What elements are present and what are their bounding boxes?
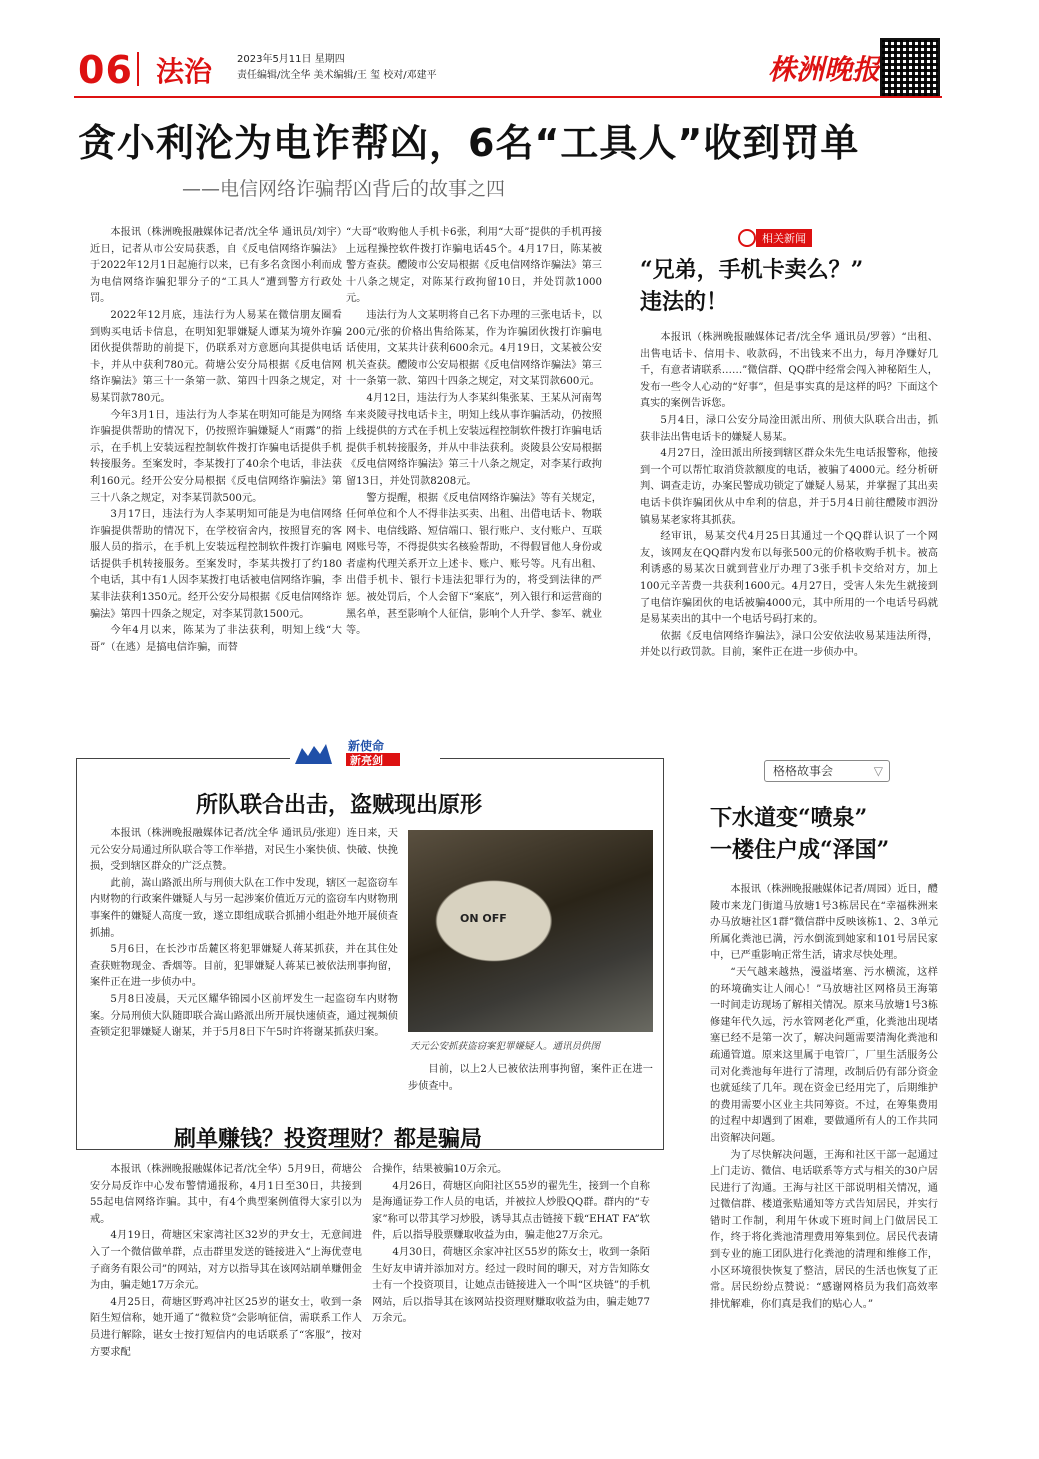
- suspect-photo: [408, 830, 653, 1032]
- related-headline-line2: 违法的！: [640, 289, 729, 315]
- paragraph: 5月4日，渌口公安分局淦田派出所、刑侦大队联合出击，抓获非法出售电话卡的嫌疑人易某。: [640, 414, 938, 443]
- paragraph: 本报讯（株洲晚报融媒体记者/沈全华 通讯员/刘宇）近日，记者从市公安局获悉，自《反电信网络诈骗法》于2022年12月1日起施行以来，已有多名贪图小利而成为电信网络诈骗犯罪分子的“工具人”遭到警方行政处罚。: [90, 227, 342, 305]
- paragraph: “天气越来越热，漫溢堵塞、污水横流，这样的环境确实让人闹心！”马放塘社区网格员王海第一时间走访现场了解相关情况。原来马放塘1号3栋修建年代久远，污水管网老化严重，化粪池出现堵塞已经不是第一次了，解决问题需要清淘化粪池和疏通管道。原来这里属于电管厂，厂里生活服务公司对化粪池每年进行了清理，改制后仍有部分资金也就延续了几年。现在资金已经用完了，后期维护的费用需要小区业主共同筹资。不过，在筹集费用的过程中却遇到了困难，要做通所有人的工作共同出资解决问题。: [710, 966, 938, 1144]
- paragraph: 此前，嵩山路派出所与刑侦大队在工作中发现，辖区一起盗窃车内财物的行政案件嫌疑人与另一起涉案价值近万元的盗窃车内财物刑事案件的嫌疑人高度一致，遂立即组成联合抓捕小组赴外地开展侦查抓捕。: [90, 877, 398, 939]
- scam-col1: [90, 1162, 362, 1372]
- paragraph: 依据《反电信网络诈骗法》，渌口公安依法收易某违法所得，并处以行政罚款。目前，案件正在进一步侦办中。: [640, 630, 938, 659]
- paragraph: 4月25日，荷塘区野鸡冲社区25岁的谌女士，收到一条陌生短信称，她开通了“微粒贷”会影响征信，需联系工作人员进行解除，谌女士按打短信内的电话联系了“客服”，按对方要求配: [90, 1296, 362, 1358]
- related-news-label: 相关新闻: [756, 229, 812, 247]
- header-meta: [237, 52, 437, 84]
- paragraph: 经审讯，易某交代4月25日其通过一个QQ群认识了一个网友，该网友在QQ群内发布以每张500元的价格收购手机卡。被高利诱惑的易某次日就到营业厅办理了3张手机卡交给对方，加上100元辛苦费一共获利1600元。4月27日，受害人朱先生就接到了电信诈骗团伙的电话被骗4000元，其中所用的一个电话号码就是易某卖出的其中一个电话号码打来的。: [640, 531, 938, 626]
- section-name: 法治: [156, 55, 213, 88]
- paragraph: 4月26日，荷塘区向阳社区55岁的翟先生，接到一个自称是海通证券工作人员的电话，并被拉人炒股QQ群。群内的“专家”称可以带其学习炒股，诱导其点击链接下载“EHAT FA”软件，后以指导股票赚取收益为由，骗走他27万余元。: [372, 1180, 650, 1242]
- story-headline-line1: 下水道变“喷泉”: [710, 805, 868, 831]
- issue-date: 2023年5月11日 星期四: [237, 54, 345, 65]
- related-headline-line1: “兄弟，手机卡卖么？”: [640, 257, 864, 283]
- banner-line2: 新亮剑: [350, 754, 383, 767]
- qr-code-icon: [880, 38, 940, 98]
- story-headline-line2: 一楼住户成“泽国”: [710, 837, 890, 863]
- paragraph: 为了尽快解决问题，王海和社区干部一起通过上门走访、微信、电话联系等方式与相关的30户居民进行了沟通。王海与社区干部说明相关情况，通过微信群、楼道张贴通知等方式告知居民，并实行错时工作制，利用午休或下班时间上门做居民工作，终于将化粪池清理费用筹集到位。居民代表请到专业的施工团队进行化粪池的清理和维修工作，小区环境很快恢复了整洁，居民的生活也恢复了正常。居民纷纷点赞说：“感谢网格员为我们高效率排忧解难，你们真是我们的贴心人。”: [710, 1149, 938, 1310]
- main-article-col2: [346, 225, 602, 700]
- banner-graphic: [290, 738, 440, 768]
- paragraph: 目前，以上2人已被依法刑事拘留，案件正在进一步侦查中。: [408, 1064, 653, 1092]
- paragraph: “大哥”收购他人手机卡6张，利用“大哥”提供的手机再接上远程操控软件拨打诈骗电话45个。4月17日，陈某被警方查获。醴陵市公安局根据《反电信网络诈骗法》第三十八条之规定，对陈某行政拘留10日，并处罚款1000元。: [346, 227, 602, 305]
- story-article: [710, 882, 938, 1382]
- paragraph: 4月12日，违法行为人李某纠集张某、王某从河南驾车来炎陵寻找电话卡主，明知上线从事诈骗活动，仍按照上线提供的方式在手机上安装远程控制软件拨打诈骗电话提供手机转接服务，并从中非法获利。炎陵县公安局根据《反电信网络诈骗法》第三十八条之规定，对李某行政拘留13日，并处罚款8208元。: [346, 392, 602, 487]
- circle-icon: [738, 229, 756, 247]
- related-article: [640, 330, 938, 698]
- paragraph: 5月8日凌晨，天元区耀华锦园小区前坪发生一起盗窃车内财物案。分局刑侦大队随即联合嵩山路派出所开展快速侦查，通过视频侦查锁定犯罪嫌疑人谢某，并于5月8日下午5时许将谢某抓获归案。: [90, 993, 398, 1039]
- page-number: 06: [78, 48, 133, 92]
- box-article: [90, 826, 398, 1091]
- story-headline: [710, 802, 889, 866]
- paragraph: 本报讯（株洲晚报融媒体记者/沈全华 通讯员/张迎）连日来，天元公安分局通过所队联合等工作举措，对民生小案快侦、快破、快挽损，受到辖区群众的广泛点赞。: [90, 828, 398, 873]
- photo-shirt-text: ON OFF: [460, 912, 507, 925]
- box-article-tail: [408, 1062, 653, 1098]
- photo-caption: 天元公安抓获盗窃案犯罪嫌疑人。通讯员供图: [410, 1041, 601, 1052]
- paragraph: 4月27日，淦田派出所接到辖区群众朱先生电话报警称，他接到一个可以帮忙取消贷款额度的电话，被骗了4000元。经分析研判、调查走访，办案民警成功锁定了嫌疑人易某，并掌握了其出卖电话卡供诈骗团伙从中牟利的信息，并于5月4日前往醴陵市泗汾镇易某老家将其抓获。: [640, 448, 938, 526]
- paragraph: 今年3月1日，违法行为人李某在明知可能是为网络诈骗提供帮助的情况下，仍按照诈骗嫌疑人“雨露”的指示，在手机上安装远程控制软件拨打诈骗电话提供手机转接服务。至案发时，李某拨打了40余个电话，非法获利160元。经开公安分局根据《反电信网络诈骗法》第三十八条之规定，对李某罚款500元。: [90, 409, 342, 504]
- related-news-tag: [738, 227, 812, 247]
- story-tag-label: 格格故事会: [773, 764, 834, 778]
- scam-headline: 刷单赚钱？投资理财？都是骗局: [174, 1126, 483, 1152]
- banner-line1: 新使命: [348, 739, 385, 753]
- paragraph: 2022年12月底，违法行为人易某在微信朋友圈看到购买电话卡信息，在明知犯罪嫌疑人谭某为境外诈骗团伙提供帮助的前提下，仍联系对方意愿向其提供电话卡，并从中获利780元。荷塘公安分局根据《反电信网络诈骗法》第三十一条第一款、第四十四条之规定，对易某罚款780元。: [90, 309, 342, 404]
- header-rule: [74, 96, 942, 98]
- paragraph: 本报讯（株洲晚报融媒体记者/沈全华）5月9日，荷塘公安分局反诈中心发布警情通报称，4月1日至30日，共接到55起电信网络诈骗。其中，有4个典型案例值得大家引以为戒。: [90, 1164, 362, 1225]
- chevron-down-icon: ▽: [873, 764, 883, 778]
- main-subheadline: ——电信网络诈骗帮凶背后的故事之四: [182, 178, 506, 200]
- paragraph: 3月17日，违法行为人李某明知可能是为电信网络诈骗提供帮助的情况下，在学校宿舍内，按照冒充的客服人员的指示，在手机上安装远程控制软件拨打诈骗电话提供手机转接服务。至案发时，李某共拨打了约180个电话，其中有1人因李某拨打电话被电信网络诈骗，李某非法获利1350元。经开公安分局根据《反电信网络诈骗法》第四十四条之规定，对李某罚款1500元。: [90, 509, 342, 620]
- paragraph: 本报讯（株洲晚报融媒体记者/周园）近日，醴陵市来龙门街道马放塘1号3栋居民在“幸福株洲来办马放塘社区1群”微信群中反映该栋1、2、3单元所属化粪池已满，污水倒流到她家和101号居民家中，已严重影响正常生活，请求尽快处理。: [710, 884, 938, 962]
- story-tag: [764, 760, 890, 782]
- paragraph: 本报讯（株洲晚报融媒体记者/沈全华 通讯员/罗蓉）“出租、出售电话卡、信用卡、收款码，不出钱来不出力，每月净赚好几千，有意者请联系……”微信群、QQ群中经常会闯入神秘陌生人，发布一些令人心动的“好事”，但是事实真的是这样的吗？下面这个真实的案例告诉您。: [640, 332, 938, 410]
- main-headline: 贪小利沦为电诈帮凶，6名“工具人”收到罚单: [78, 121, 860, 165]
- paragraph: 合操作，结果被骗10万余元。: [372, 1164, 508, 1175]
- paragraph: 4月30日，荷塘区余家冲社区55岁的陈女士，收到一条陌生好友申请并添加对方。经过一段时间的聊天，对方告知陈女士有一个投资项目，让她点击链接进入一个叫“区块链”的手机网站，后以指导其在该网站投资理财赚取收益为由，骗走她77万余元。: [372, 1246, 650, 1325]
- paragraph: 今年4月以来，陈某为了非法获利，明知上线“大哥”（在逃）是搞电信诈骗，而替: [90, 625, 342, 653]
- newspaper-logo: 株洲晚报: [768, 53, 881, 86]
- main-article-col1: [90, 225, 342, 700]
- paragraph: 4月19日，荷塘区宋家湾社区32岁的尹女士，无意间进入了一个微信做单群，点击群里发送的链接进入“上海优壹电子商务有限公司”的网站，对方以指导其在该网站刷单赚佣金为由，骗走她17万余元。: [90, 1230, 362, 1292]
- scam-col2: [372, 1162, 650, 1372]
- paragraph: 违法行为人文某明将自己名下办理的三张电话卡，以200元/张的价格出售给陈某，作为诈骗团伙拨打诈骗电话使用，文某共计获利600余元。4月19日，文某被公安机关查获。醴陵市公安局根据《反电信网络诈骗法》第三十一条第一款、第四十四条之规定，对文某罚款600元。: [346, 309, 602, 388]
- related-headline: [640, 254, 863, 318]
- paragraph: 5月6日，在长沙市岳麓区将犯罪嫌疑人蒋某抓获，并在其住处查获赃物现金、香烟等。目前，犯罪嫌疑人蒋某已被依法刑事拘留，案件正在进一步侦办中。: [90, 944, 398, 989]
- editor-credits: 责任编辑/沈全华 美术编辑/王 玺 校对/邓建平: [237, 70, 437, 81]
- paragraph: 警方提醒，根据《反电信网络诈骗法》等有关规定，任何单位和个人不得非法买卖、出租、出借电话卡、物联网卡、电信线路、短信端口、银行账户、支付账户、互联网账号等，不得提供实名核验帮助，不得假冒他人身份或者虚构代理关系开立上述卡、账户、账号等。凡有出租、出借手机卡、银行卡违法犯罪行为的，将受到法律的严惩。被处罚后，个人会留下“案底”，列入银行和运营商的黑名单，甚至影响个人征信，影响个人升学、参军、就业等。: [346, 492, 602, 637]
- header-divider: [137, 52, 139, 86]
- box-headline: 所队联合出击，盗贼现出原形: [196, 792, 483, 818]
